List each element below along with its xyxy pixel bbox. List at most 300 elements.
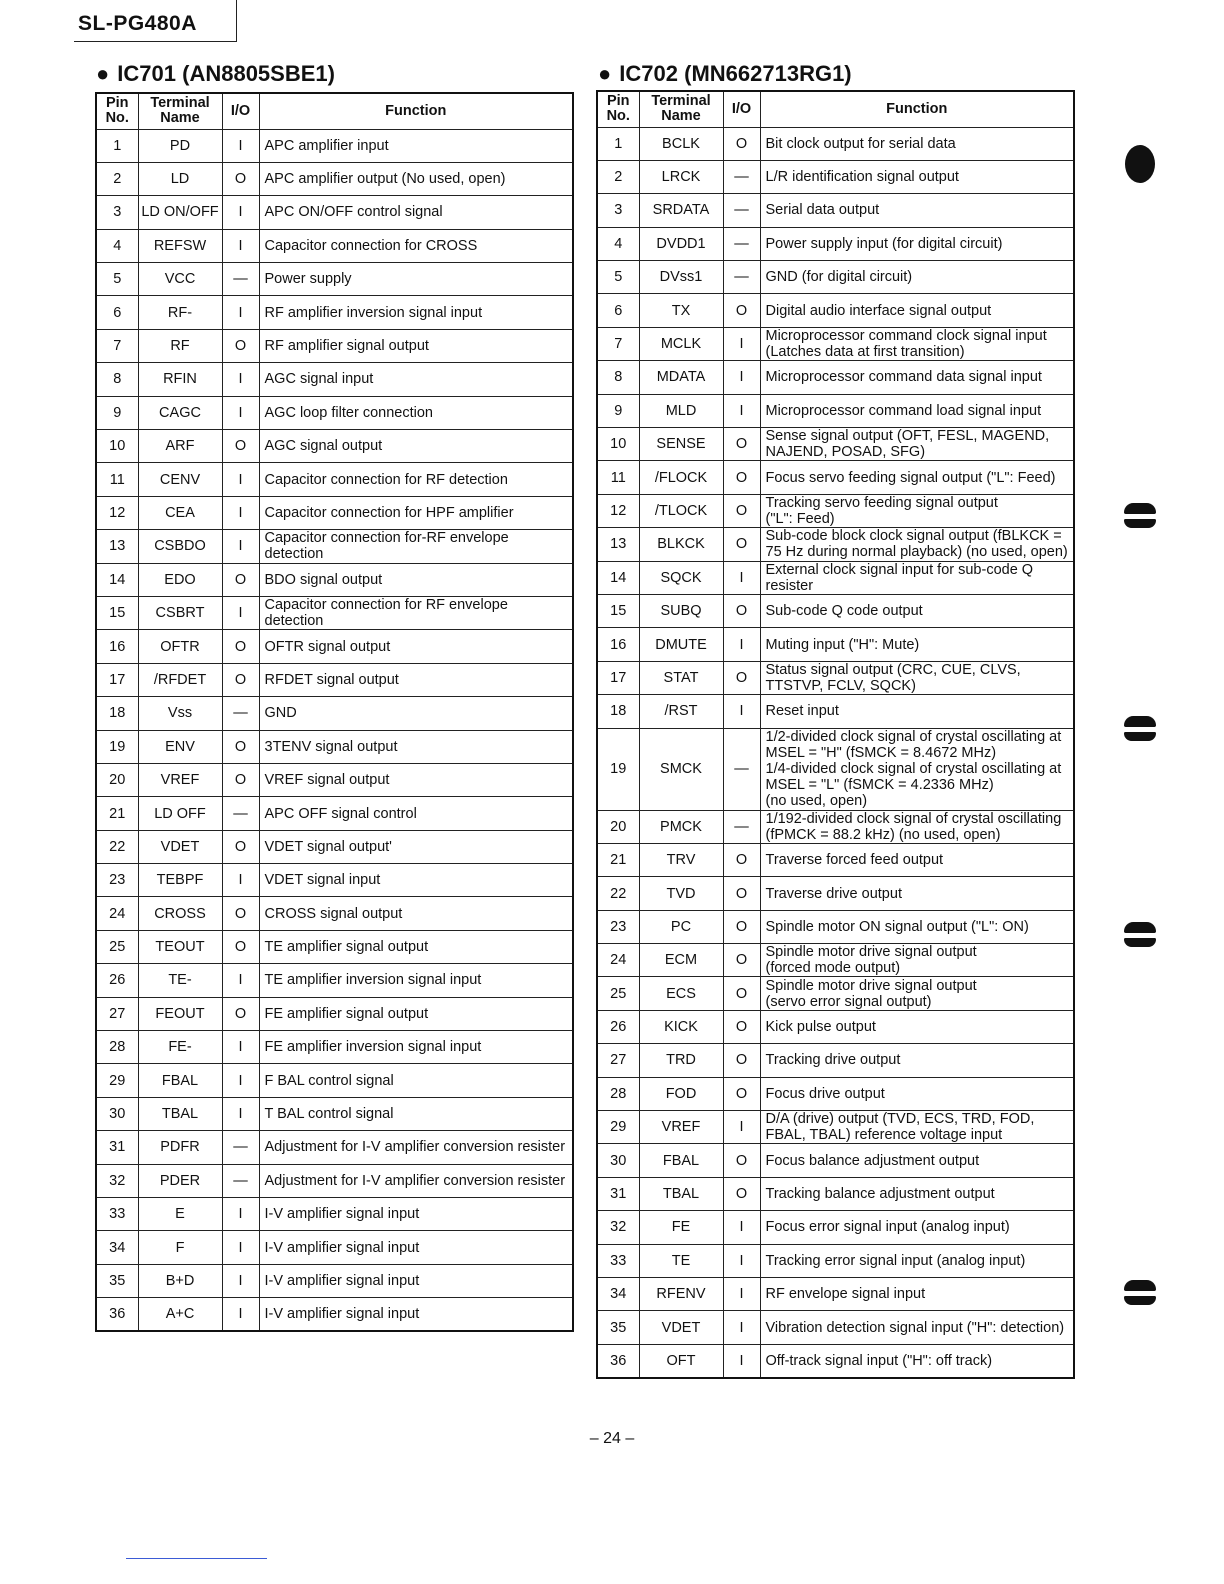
- pin-number-cell: 11: [597, 461, 639, 494]
- io-cell: I: [222, 196, 259, 229]
- terminal-name-cell: DVss1: [639, 261, 723, 294]
- function-cell: [760, 1344, 1074, 1377]
- header-rule-vertical: [236, 0, 237, 42]
- terminal-name-cell: TE-: [138, 964, 222, 997]
- function-cell: [259, 730, 573, 763]
- io-cell: I: [222, 363, 259, 396]
- function-text: CROSS signal output: [264, 905, 403, 922]
- io-cell: I: [222, 1031, 259, 1064]
- pin-number-cell: 6: [597, 294, 639, 327]
- function-cell: [259, 263, 573, 296]
- registration-mark-icon: [1124, 503, 1156, 528]
- pin-number-cell: 27: [597, 1044, 639, 1077]
- pin-number-cell: 3: [96, 196, 138, 229]
- io-cell: I: [222, 864, 259, 897]
- function-text: AGC signal input: [264, 371, 374, 388]
- function-text: RF envelope signal input: [765, 1286, 926, 1303]
- function-text: External clock signal input for sub-code Q: [765, 561, 1034, 578]
- terminal-name-cell: FEOUT: [138, 997, 222, 1030]
- function-text: Microprocessor command load signal input: [765, 402, 1042, 419]
- pin-number-cell: 15: [96, 596, 138, 629]
- function-cell: [259, 763, 573, 796]
- function-text: I-V amplifier signal input: [264, 1306, 420, 1323]
- function-cell: [259, 930, 573, 963]
- table-row: [96, 1131, 573, 1164]
- terminal-name-cell: A+C: [138, 1298, 222, 1331]
- function-text: GND (for digital circuit): [765, 269, 913, 286]
- terminal-name-cell: PMCK: [639, 810, 723, 843]
- pin-number-cell: 11: [96, 463, 138, 496]
- io-cell: I: [723, 561, 760, 594]
- io-cell: O: [723, 1144, 760, 1177]
- pin-number-cell: 7: [597, 327, 639, 360]
- pin-number-cell: 9: [96, 396, 138, 429]
- function-cell: [259, 1097, 573, 1130]
- function-text: (servo error signal output): [765, 993, 932, 1010]
- pin-number-cell: 21: [597, 843, 639, 876]
- terminal-name-cell: DVDD1: [639, 227, 723, 260]
- pin-number-cell: 8: [96, 363, 138, 396]
- pin-number-cell: 36: [96, 1298, 138, 1331]
- io-cell: I: [723, 361, 760, 394]
- pin-number-cell: 14: [96, 563, 138, 596]
- io-cell: I: [723, 1344, 760, 1377]
- pin-number-cell: 24: [597, 944, 639, 977]
- bullet-icon: ●: [598, 61, 612, 86]
- function-cell: [259, 596, 573, 629]
- table-row: [597, 1111, 1074, 1144]
- table-row: [597, 1211, 1074, 1244]
- table-row: [597, 1244, 1074, 1277]
- table-row: [96, 263, 573, 296]
- table-row: [597, 1077, 1074, 1110]
- function-cell: [760, 1010, 1074, 1043]
- io-cell: —: [222, 697, 259, 730]
- function-cell: [259, 964, 573, 997]
- pin-number-cell: 33: [597, 1244, 639, 1277]
- io-cell: O: [723, 843, 760, 876]
- function-text: Traverse forced feed output: [765, 852, 944, 869]
- table-row: [597, 327, 1074, 360]
- table-row: [597, 127, 1074, 160]
- pin-number-cell: 13: [597, 528, 639, 561]
- terminal-name-cell: MDATA: [639, 361, 723, 394]
- pin-number-cell: 32: [96, 1164, 138, 1197]
- io-cell: O: [723, 127, 760, 160]
- function-text: Spindle motor drive signal output: [765, 944, 977, 961]
- terminal-name-cell: MCLK: [639, 327, 723, 360]
- function-cell: [259, 830, 573, 863]
- terminal-name-cell: CSBRT: [138, 596, 222, 629]
- io-cell: I: [222, 1198, 259, 1231]
- function-text: detection: [264, 613, 324, 630]
- function-cell: [760, 194, 1074, 227]
- io-cell: I: [723, 394, 760, 427]
- function-cell: [760, 843, 1074, 876]
- table-row: [597, 1044, 1074, 1077]
- table-row: [96, 296, 573, 329]
- function-text: TE amplifier inversion signal input: [264, 972, 482, 989]
- function-text: Capacitor connection for CROSS: [264, 237, 478, 254]
- pin-number-cell: 3: [597, 194, 639, 227]
- table-row: [96, 1231, 573, 1264]
- io-cell: I: [723, 1244, 760, 1277]
- terminal-name-cell: FE: [639, 1211, 723, 1244]
- terminal-name-cell: VCC: [138, 263, 222, 296]
- function-cell: [760, 494, 1074, 527]
- function-text: I-V amplifier signal input: [264, 1206, 420, 1223]
- pin-number-cell: 22: [597, 877, 639, 910]
- pin-number-cell: 1: [597, 127, 639, 160]
- function-cell: [760, 1077, 1074, 1110]
- function-text: Capacitor connection for RF detection: [264, 471, 508, 488]
- io-cell: I: [222, 1231, 259, 1264]
- terminal-name-cell: ARF: [138, 430, 222, 463]
- terminal-name-cell: RFENV: [639, 1278, 723, 1311]
- function-text: L/R identification signal output: [765, 169, 959, 186]
- function-text: Capacitor connection for RF envelope: [264, 597, 508, 614]
- function-cell: [760, 394, 1074, 427]
- function-text: RFDET signal output: [264, 671, 399, 688]
- io-cell: —: [222, 1131, 259, 1164]
- pin-number-cell: 20: [96, 763, 138, 796]
- io-cell: I: [222, 530, 259, 563]
- terminal-name-cell: FBAL: [138, 1064, 222, 1097]
- table-row: [96, 763, 573, 796]
- table-row: [597, 528, 1074, 561]
- function-text: 3TENV signal output: [264, 738, 398, 755]
- io-cell: O: [723, 594, 760, 627]
- ic702-title: [598, 61, 852, 87]
- table-row: [597, 1278, 1074, 1311]
- table-row: [597, 810, 1074, 843]
- terminal-name-cell: EDO: [138, 563, 222, 596]
- pin-number-cell: 6: [96, 296, 138, 329]
- terminal-name-cell: SQCK: [639, 561, 723, 594]
- terminal-name-cell: KICK: [639, 1010, 723, 1043]
- terminal-name-cell: STAT: [639, 661, 723, 694]
- pin-number-cell: 24: [96, 897, 138, 930]
- ic701-title: [96, 61, 335, 87]
- terminal-name-cell: LD: [138, 162, 222, 195]
- function-text: (Latches data at first transition): [765, 344, 965, 361]
- io-cell: O: [222, 997, 259, 1030]
- function-text: (forced mode output): [765, 960, 901, 977]
- function-cell: [259, 162, 573, 195]
- terminal-name-cell: ENV: [138, 730, 222, 763]
- table-row: [96, 162, 573, 195]
- function-cell: [259, 563, 573, 596]
- io-cell: I: [222, 463, 259, 496]
- table-row: [597, 877, 1074, 910]
- function-cell: [259, 196, 573, 229]
- io-cell: O: [222, 763, 259, 796]
- io-cell: O: [723, 461, 760, 494]
- io-cell: I: [222, 1097, 259, 1130]
- table-row: [597, 561, 1074, 594]
- function-cell: [760, 977, 1074, 1010]
- function-cell: [259, 430, 573, 463]
- function-cell: [259, 129, 573, 162]
- table-row: [597, 628, 1074, 661]
- pin-number-cell: 31: [96, 1131, 138, 1164]
- table-row: [96, 1164, 573, 1197]
- terminal-name-cell: Vss: [138, 697, 222, 730]
- io-cell: O: [222, 162, 259, 195]
- pin-number-cell: 19: [96, 730, 138, 763]
- terminal-name-cell: TRV: [639, 843, 723, 876]
- io-cell: O: [723, 910, 760, 943]
- io-cell: O: [222, 663, 259, 696]
- terminal-name-cell: TX: [639, 294, 723, 327]
- table-row: [597, 1311, 1074, 1344]
- table-row: [96, 1031, 573, 1064]
- terminal-name-cell: /FLOCK: [639, 461, 723, 494]
- pin-number-cell: 12: [597, 494, 639, 527]
- pin-number-cell: 18: [96, 697, 138, 730]
- function-header: Function: [259, 93, 573, 129]
- table-row: [96, 396, 573, 429]
- io-cell: O: [222, 563, 259, 596]
- pin-number-cell: 14: [597, 561, 639, 594]
- function-text: TTSTVP, FCLV, SQCK): [765, 677, 916, 694]
- function-cell: [760, 1177, 1074, 1210]
- table-row: [597, 843, 1074, 876]
- table-row: [96, 697, 573, 730]
- ic702-title-text: IC702 (MN662713RG1): [619, 61, 852, 86]
- function-text: (no used, open): [765, 793, 868, 810]
- io-cell: —: [222, 797, 259, 830]
- io-cell: —: [723, 728, 760, 810]
- table-row: [96, 864, 573, 897]
- function-cell: [760, 628, 1074, 661]
- function-cell: [760, 695, 1074, 728]
- pin-number-cell: 9: [597, 394, 639, 427]
- model-number: SL-PG480A: [78, 12, 197, 35]
- function-text: MSEL = "L" (fSMCK = 4.2336 MHz): [765, 777, 994, 794]
- table-row: [96, 1264, 573, 1297]
- pin-number-cell: 20: [597, 810, 639, 843]
- function-cell: [760, 294, 1074, 327]
- io-header: I/O: [723, 91, 760, 127]
- pin-number-cell: 7: [96, 329, 138, 362]
- registration-dot-icon: [1125, 145, 1155, 183]
- io-cell: O: [222, 930, 259, 963]
- io-cell: O: [723, 1177, 760, 1210]
- function-text: FE amplifier signal output: [264, 1005, 429, 1022]
- function-cell: [760, 327, 1074, 360]
- terminal-name-cell: CAGC: [138, 396, 222, 429]
- function-cell: [760, 1111, 1074, 1144]
- io-cell: O: [723, 877, 760, 910]
- terminal-name-cell: CEA: [138, 496, 222, 529]
- terminal-name-cell: VDET: [138, 830, 222, 863]
- table-row: [96, 930, 573, 963]
- terminal-name-cell: ECM: [639, 944, 723, 977]
- terminal-name-cell: TBAL: [639, 1177, 723, 1210]
- io-cell: I: [723, 1278, 760, 1311]
- function-text: (fPMCK = 88.2 kHz) (no used, open): [765, 826, 1001, 843]
- function-cell: [760, 910, 1074, 943]
- table-row: [96, 797, 573, 830]
- io-cell: I: [222, 129, 259, 162]
- table-row: [96, 563, 573, 596]
- pin-number-cell: 25: [96, 930, 138, 963]
- function-cell: [760, 1211, 1074, 1244]
- io-cell: I: [222, 396, 259, 429]
- registration-mark-icon: [1124, 922, 1156, 947]
- io-cell: I: [222, 296, 259, 329]
- function-text: VDET signal output': [264, 838, 392, 855]
- terminal-name-cell: TEOUT: [138, 930, 222, 963]
- terminal-name-cell: TBAL: [138, 1097, 222, 1130]
- function-cell: [760, 810, 1074, 843]
- terminal-name-cell: RF: [138, 329, 222, 362]
- pin-number-cell: 23: [96, 864, 138, 897]
- pin-number-cell: 30: [597, 1144, 639, 1177]
- footer-rule: [126, 1558, 267, 1559]
- function-text: Capacitor connection for-RF envelope: [264, 530, 509, 547]
- function-cell: [259, 663, 573, 696]
- function-text: Kick pulse output: [765, 1019, 876, 1036]
- function-cell: [760, 1144, 1074, 1177]
- pin-number-cell: 31: [597, 1177, 639, 1210]
- io-cell: —: [723, 261, 760, 294]
- function-text: 1/4-divided clock signal of crystal oscillating at: [765, 761, 1062, 778]
- io-cell: I: [723, 1211, 760, 1244]
- function-text: Adjustment for I-V amplifier conversion resister: [264, 1172, 566, 1189]
- table-row: [597, 361, 1074, 394]
- io-cell: I: [222, 496, 259, 529]
- terminal-name-header: Terminal Name: [639, 91, 723, 127]
- function-text: Serial data output: [765, 202, 880, 219]
- function-text: RF amplifier inversion signal input: [264, 304, 483, 321]
- bullet-icon: ●: [96, 61, 110, 86]
- terminal-name-cell: FOD: [639, 1077, 723, 1110]
- table-row: [96, 329, 573, 362]
- io-cell: —: [723, 810, 760, 843]
- function-text: Digital audio interface signal output: [765, 302, 992, 319]
- io-cell: —: [222, 1164, 259, 1197]
- terminal-name-cell: TRD: [639, 1044, 723, 1077]
- table-row: [96, 1298, 573, 1331]
- registration-mark-icon: [1124, 1280, 1156, 1305]
- function-cell: [760, 728, 1074, 810]
- pin-number-cell: 22: [96, 830, 138, 863]
- table-row: [597, 494, 1074, 527]
- function-text: FBAL, TBAL) reference voltage input: [765, 1127, 1003, 1144]
- pin-number-cell: 16: [597, 628, 639, 661]
- function-cell: [760, 561, 1074, 594]
- table-row: [96, 530, 573, 563]
- function-text: F BAL control signal: [264, 1072, 394, 1089]
- function-cell: [259, 1231, 573, 1264]
- pin-number-cell: 1: [96, 129, 138, 162]
- function-cell: [259, 396, 573, 429]
- table-row: [96, 897, 573, 930]
- function-cell: [760, 944, 1074, 977]
- terminal-name-cell: TE: [639, 1244, 723, 1277]
- function-cell: [760, 1311, 1074, 1344]
- io-cell: I: [222, 964, 259, 997]
- table-row: [597, 977, 1074, 1010]
- function-text: TE amplifier signal output: [264, 939, 429, 956]
- terminal-name-cell: CSBDO: [138, 530, 222, 563]
- terminal-name-cell: LD OFF: [138, 797, 222, 830]
- function-text: OFTR signal output: [264, 638, 391, 655]
- pin-number-cell: 4: [96, 229, 138, 262]
- pin-number-cell: 5: [597, 261, 639, 294]
- terminal-name-cell: /RST: [639, 695, 723, 728]
- function-text: Adjustment for I-V amplifier conversion resister: [264, 1139, 566, 1156]
- table-row: [597, 261, 1074, 294]
- function-cell: [259, 496, 573, 529]
- function-text: Tracking drive output: [765, 1052, 901, 1069]
- function-text: Sub-code Q code output: [765, 603, 923, 620]
- ic702-pin-table: [596, 90, 1075, 1379]
- function-text: T BAL control signal: [264, 1106, 394, 1123]
- terminal-name-cell: F: [138, 1231, 222, 1264]
- pin-no-header: Pin No.: [597, 91, 639, 127]
- terminal-name-cell: VREF: [138, 763, 222, 796]
- io-cell: O: [723, 977, 760, 1010]
- table-row: [96, 596, 573, 629]
- pin-number-cell: 4: [597, 227, 639, 260]
- function-cell: [259, 630, 573, 663]
- function-cell: [760, 1278, 1074, 1311]
- function-text: Off-track signal input ("H": off track): [765, 1352, 993, 1369]
- pin-number-cell: 27: [96, 997, 138, 1030]
- io-cell: O: [723, 494, 760, 527]
- terminal-name-cell: PD: [138, 129, 222, 162]
- terminal-name-cell: REFSW: [138, 229, 222, 262]
- function-text: AGC loop filter connection: [264, 404, 433, 421]
- function-cell: [760, 528, 1074, 561]
- terminal-name-cell: /TLOCK: [639, 494, 723, 527]
- function-text: Bit clock output for serial data: [765, 135, 956, 152]
- io-cell: O: [723, 661, 760, 694]
- function-cell: [760, 428, 1074, 461]
- table-row: [597, 394, 1074, 427]
- table-row: [597, 661, 1074, 694]
- function-text: GND: [264, 705, 297, 722]
- pin-number-cell: 28: [96, 1031, 138, 1064]
- header-rule-horizontal: [74, 41, 237, 42]
- function-cell: [259, 329, 573, 362]
- io-cell: I: [222, 229, 259, 262]
- table-row: [597, 944, 1074, 977]
- pin-number-cell: 23: [597, 910, 639, 943]
- terminal-name-header: Terminal Name: [138, 93, 222, 129]
- function-cell: [259, 797, 573, 830]
- io-header: I/O: [222, 93, 259, 129]
- table-row: [96, 196, 573, 229]
- terminal-name-cell: MLD: [639, 394, 723, 427]
- function-text: Tracking error signal input (analog input): [765, 1252, 1026, 1269]
- function-cell: [259, 864, 573, 897]
- function-text: VREF signal output: [264, 772, 390, 789]
- terminal-name-cell: SRDATA: [639, 194, 723, 227]
- table-row: [96, 1198, 573, 1231]
- terminal-name-cell: SUBQ: [639, 594, 723, 627]
- function-cell: [259, 1164, 573, 1197]
- pin-number-cell: 13: [96, 530, 138, 563]
- function-text: Muting input ("H": Mute): [765, 636, 920, 653]
- pin-number-cell: 26: [96, 964, 138, 997]
- table-row: [96, 430, 573, 463]
- function-cell: [760, 160, 1074, 193]
- terminal-name-cell: SMCK: [639, 728, 723, 810]
